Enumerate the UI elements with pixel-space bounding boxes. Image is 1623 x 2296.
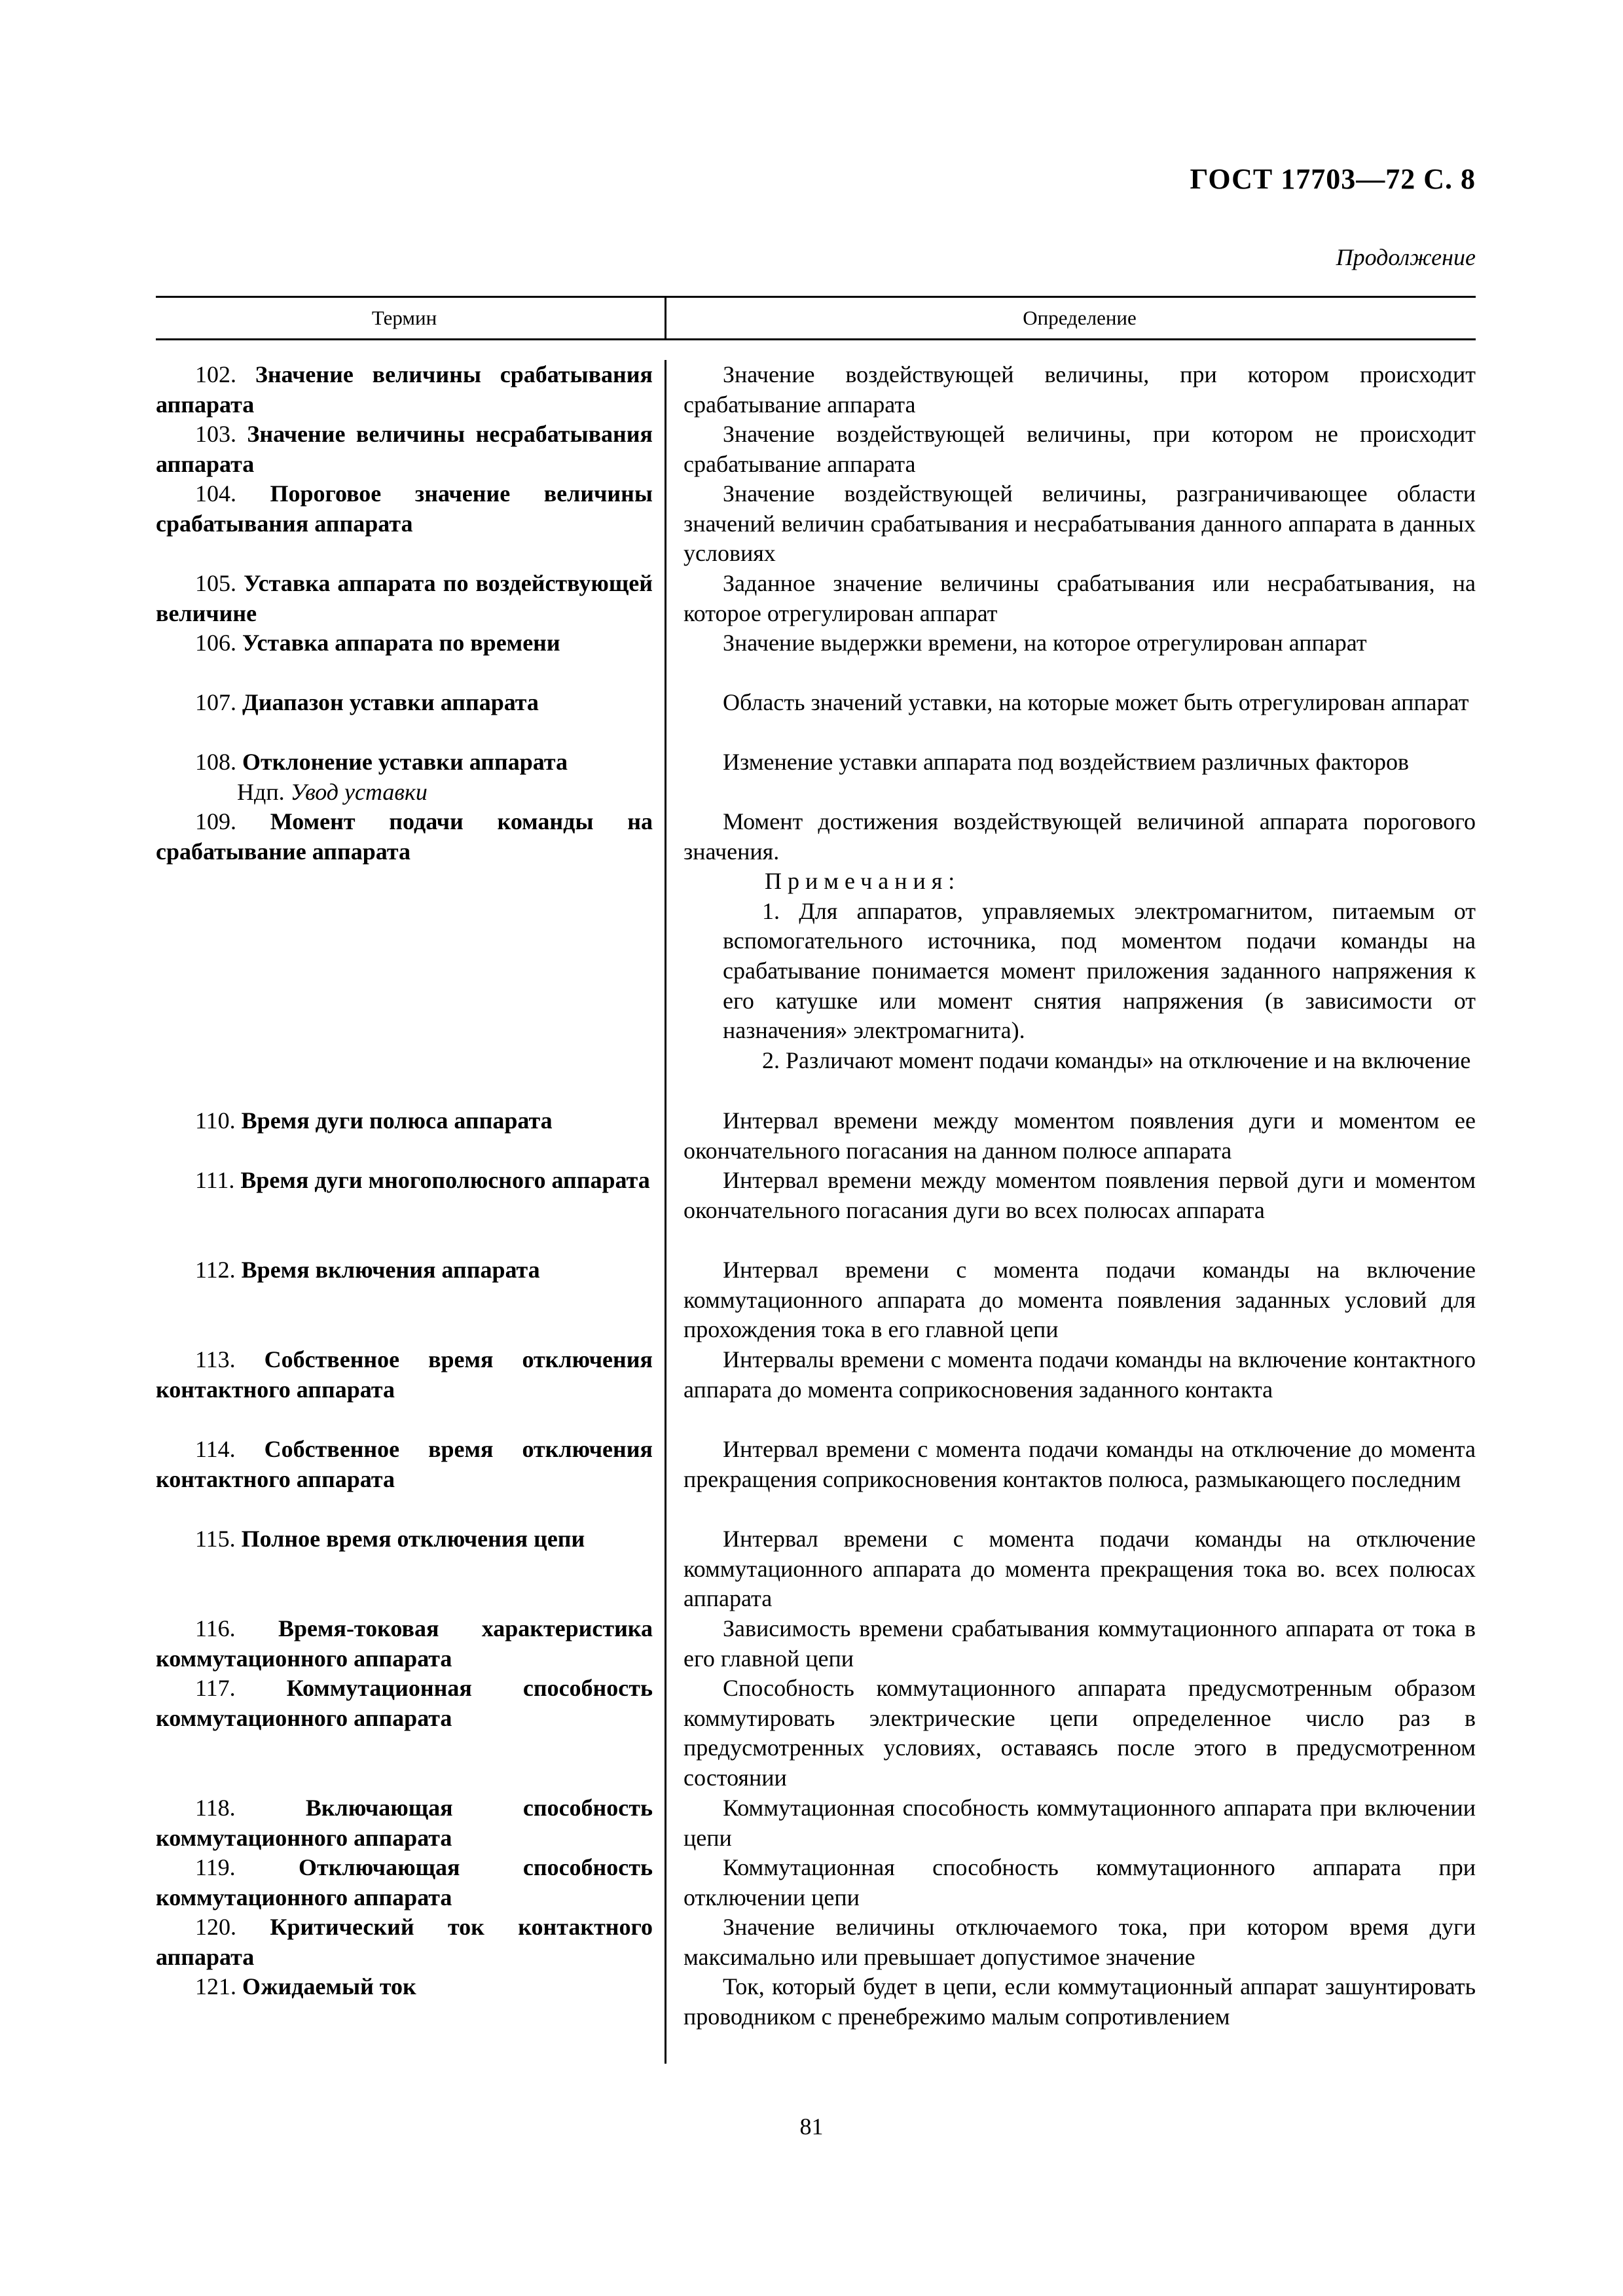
term-text: Собственное время отключения контактного аппарата xyxy=(156,1346,653,1403)
definition-text: Момент достижения воздействующей величиной аппарата порогового значения. xyxy=(684,808,1476,865)
term-text: Пороговое значение величины срабатывания аппарата xyxy=(156,480,653,537)
term-text: Собственное время отключения контактного аппарата xyxy=(156,1436,653,1492)
term-text: Отключающая способность коммутационного аппарата xyxy=(156,1854,653,1910)
definition-cell: Коммутационная способность коммутационного аппарата при отключении цепи xyxy=(665,1853,1476,1912)
term-cell xyxy=(156,807,665,1106)
term-number: 119. xyxy=(195,1854,236,1880)
term-text: Ожидаемый ток xyxy=(242,1973,416,2000)
term-number: 121. xyxy=(195,1973,236,2000)
definition-cell: Значение воздействующей величины, при котором происходит срабатывание аппарата xyxy=(665,360,1476,420)
term-cell xyxy=(156,1912,665,1972)
term-text: Время включения аппарата xyxy=(241,1257,540,1283)
term-number: 102. xyxy=(195,361,236,387)
term-number: 120. xyxy=(195,1914,236,1940)
definition-cell xyxy=(665,807,1476,1106)
page-number: 81 xyxy=(799,2113,824,2140)
term-text: Время дуги полюса аппарата xyxy=(241,1107,553,1134)
term-number: 116. xyxy=(195,1615,236,1641)
term-cell xyxy=(156,747,665,807)
term-cell xyxy=(156,1166,665,1255)
term-cell xyxy=(156,479,665,569)
term-text: Уставка аппарата по воздействующей величине xyxy=(156,570,653,626)
term-cell xyxy=(156,1524,665,1614)
deprecated-label: Ндп. xyxy=(237,778,285,805)
definition-cell: Коммутационная способность коммутационного аппарата при включении цепи xyxy=(665,1793,1476,1853)
term-number: 113. xyxy=(195,1346,236,1372)
column-header-term: Термин xyxy=(371,306,437,329)
definition-cell: Способность коммутационного аппарата предусмотренным образом коммутировать электрические цепи определенное число раз в предусмотренных условиях, оставаясь после этого в предусмотренном состоянии xyxy=(665,1674,1476,1793)
term-cell xyxy=(156,1614,665,1674)
terms-table xyxy=(156,296,1476,2064)
term-cell xyxy=(156,1255,665,1345)
definition-cell: Интервал времени между моментом появления дуги и моментом ее окончательного погасания на данном полюсе аппарата xyxy=(665,1106,1476,1166)
term-text: Включающая способность коммутационного аппарата xyxy=(156,1795,653,1851)
table-row xyxy=(156,747,1476,807)
table-row xyxy=(156,1435,1476,1524)
term-number: 114. xyxy=(195,1436,236,1462)
table-row xyxy=(156,807,1476,1106)
term-number: 105. xyxy=(195,570,236,596)
term-number: 103. xyxy=(195,421,236,447)
term-cell xyxy=(156,1674,665,1793)
term-cell xyxy=(156,1345,665,1435)
note-2: 2. Различают момент подачи команды» на отключение и на включение xyxy=(762,1047,1471,1073)
term-cell xyxy=(156,1106,665,1166)
definition-cell: Интервалы времени с момента подачи команды на включение контактного аппарата до момента соприкосновения заданного контакта xyxy=(665,1345,1476,1435)
term-cell xyxy=(156,688,665,747)
definition-cell: Интервал времени с момента подачи команды на отключение коммутационного аппарата до момента прекращения тока во. всех полюсах аппарата xyxy=(665,1524,1476,1614)
term-number: 107. xyxy=(195,689,236,715)
definition-cell: Зависимость времени срабатывания коммутационного аппарата от тока в его главной цепи xyxy=(665,1614,1476,1674)
term-number: 118. xyxy=(195,1795,236,1821)
term-cell xyxy=(156,1853,665,1912)
table-row xyxy=(156,628,1476,688)
term-cell xyxy=(156,1793,665,1853)
definition-cell: Интервал времени между моментом появления первой дуги и моментом окончательного погасания дуги во всех полюсах аппарата xyxy=(665,1166,1476,1255)
table-row xyxy=(156,688,1476,747)
table-row xyxy=(156,1912,1476,1972)
term-text: Критический ток контактного аппарата xyxy=(156,1914,653,1970)
note-1: 1. Для аппаратов, управляемых электромагнитом, питаемым от вспомогательного источника, под моментом подачи команды на срабатывание понимается момент приложения заданного напряжения к его катушке или момент снятия напряжения (в зависимости от назначения» электромагнита). xyxy=(723,897,1476,1044)
definition-cell: Значение выдержки времени, на которое отрегулирован аппарат xyxy=(665,628,1476,688)
definition-cell: Значение воздействующей величины, при котором не происходит срабатывание аппарата xyxy=(665,420,1476,479)
table-row xyxy=(156,1166,1476,1255)
table-row xyxy=(156,1793,1476,1853)
definition-cell: Значение величины отключаемого тока, при котором время дуги максимально или превышает допустимое значение xyxy=(665,1912,1476,1972)
term-number: 110. xyxy=(195,1107,236,1134)
table-row xyxy=(156,1106,1476,1166)
definition-cell: Изменение уставки аппарата под воздействием различных факторов xyxy=(665,747,1476,807)
definition-cell: Область значений уставки, на которые может быть отрегулирован аппарат xyxy=(665,688,1476,747)
continuation-label: Продолжение xyxy=(1336,244,1476,270)
definition-cell: Значение воздействующей величины, разграничивающее области значений величин срабатывания и несрабатывания данного аппарата в данных условиях xyxy=(665,479,1476,569)
table-body xyxy=(156,340,1476,2064)
column-header-definition: Определение xyxy=(665,298,1476,338)
term-text: Отклонение уставки аппарата xyxy=(242,749,568,775)
term-number: 106. xyxy=(195,630,236,656)
term-number: 115. xyxy=(195,1526,236,1552)
table-row xyxy=(156,1524,1476,1614)
table-row xyxy=(156,1614,1476,1674)
term-text: Коммутационная способность коммутационного аппарата xyxy=(156,1675,653,1731)
deprecated-term xyxy=(156,778,653,808)
deprecated-term-text: Увод уставки xyxy=(290,778,428,805)
table-row xyxy=(156,1255,1476,1345)
term-text: Значение величины срабатывания аппарата xyxy=(156,361,653,418)
term-number: 109. xyxy=(195,808,236,834)
term-number: 117. xyxy=(195,1675,236,1701)
definition-cell: Ток, который будет в цепи, если коммутационный аппарат зашунтировать проводником с пренебрежимо малым сопротивлением xyxy=(665,1972,1476,2064)
term-cell xyxy=(156,628,665,688)
definition-cell: Интервал времени с момента подачи команды на отключение до момента прекращения соприкосновения контактов полюса, размыкающего последним xyxy=(665,1435,1476,1524)
table-row xyxy=(156,420,1476,479)
definition-cell: Заданное значение величины срабатывания или несрабатывания, на которое отрегулирован аппарат xyxy=(665,569,1476,628)
definition-cell: Интервал времени с момента подачи команды на включение коммутационного аппарата до момента появления заданных условий для прохождения тока в его главной цепи xyxy=(665,1255,1476,1345)
term-text: Полное время отключения цепи xyxy=(241,1526,585,1552)
table-row xyxy=(156,360,1476,420)
table-row xyxy=(156,1972,1476,2064)
term-cell xyxy=(156,420,665,479)
term-cell xyxy=(156,1972,665,2064)
table-row xyxy=(156,1853,1476,1912)
term-number: 111. xyxy=(195,1167,235,1193)
term-text: Время-токовая характеристика коммутационного аппарата xyxy=(156,1615,653,1672)
term-text: Момент подачи команды на срабатывание аппарата xyxy=(156,808,653,865)
term-cell xyxy=(156,360,665,420)
table-row xyxy=(156,479,1476,569)
term-cell xyxy=(156,1435,665,1524)
page-header: ГОСТ 17703—72 С. 8 xyxy=(1190,163,1476,195)
term-number: 112. xyxy=(195,1257,236,1283)
term-text: Диапазон уставки аппарата xyxy=(242,689,539,715)
term-cell xyxy=(156,569,665,628)
term-text: Время дуги многополюсного аппарата xyxy=(240,1167,650,1193)
term-number: 108. xyxy=(195,749,236,775)
term-number: 104. xyxy=(195,480,236,507)
table-row xyxy=(156,1674,1476,1793)
term-text: Уставка аппарата по времени xyxy=(242,630,560,656)
table-header xyxy=(156,296,1476,340)
table-row xyxy=(156,1345,1476,1435)
table-row xyxy=(156,569,1476,628)
notes-title: Примечания: xyxy=(765,868,961,895)
term-text: Значение величины несрабатывания аппарата xyxy=(156,421,653,477)
